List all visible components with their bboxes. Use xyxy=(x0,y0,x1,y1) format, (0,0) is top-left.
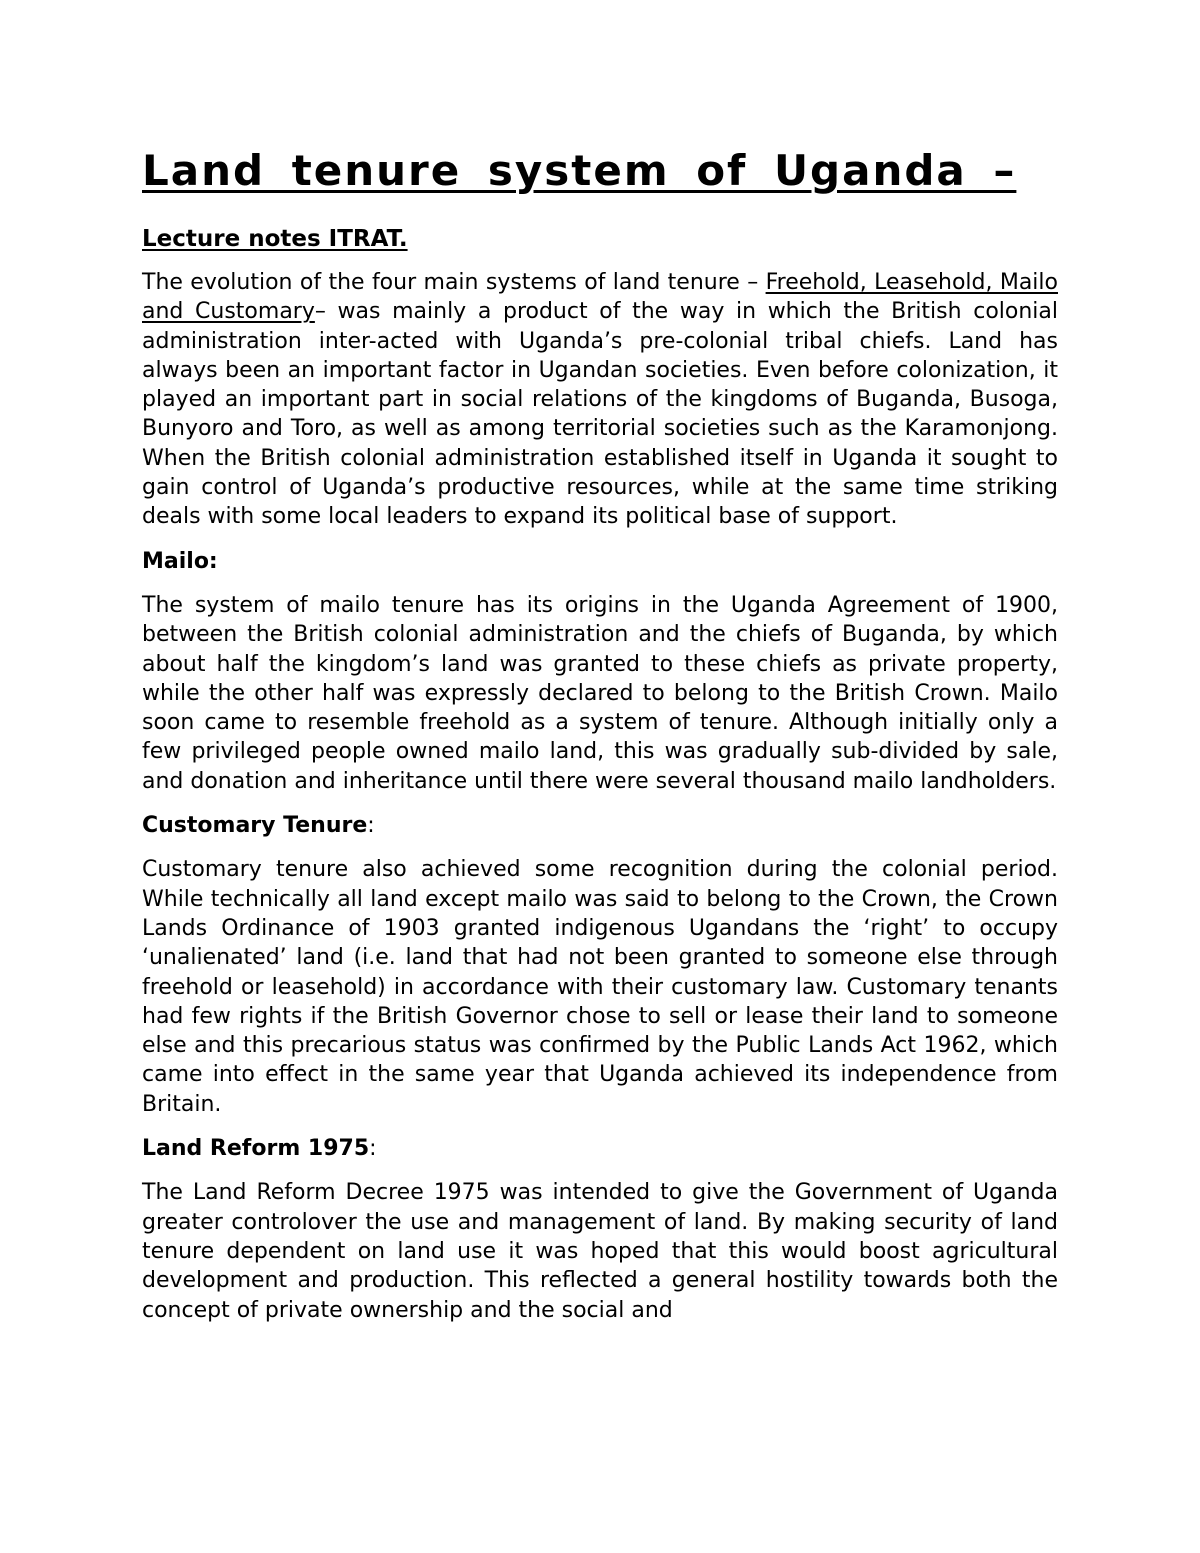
section-heading-mailo xyxy=(142,547,1058,576)
section-heading-text: Land Reform 1975 xyxy=(142,1136,370,1162)
tenure-systems-list: Freehold, Leasehold, Mailo and Customary xyxy=(142,270,1058,325)
section-heading-customary-tenure xyxy=(142,811,1058,840)
document-title: Land tenure system of Uganda – xyxy=(142,146,1017,195)
section-heading-text: Customary Tenure xyxy=(142,813,368,839)
section-paragraph-customary-tenure: Customary tenure also achieved some recognition during the colonial period. While technically all land except mailo was said to belong to the Crown, the Crown Lands Ordinance of 1903 granted indigenous Ugandans the ‘right’ to occupy ‘unalienated’ land (i.e. land that had not been granted to someone else through freehold or leasehold) in accordance with their customary law. Customary tenants had few rights if the British Governor chose to sell or lease their land to someone else and this precarious status was confirmed by the Public Lands Act 1962, which came into effect in the same year that Uganda achieved its independence from Britain. xyxy=(142,857,1058,1117)
intro-paragraph xyxy=(142,268,1058,532)
section-paragraph-land-reform: The Land Reform Decree 1975 was intended to give the Government of Uganda greater controlover the use and management of land. By making security of land tenure dependent on land use it was hoped that this would boost agricultural development and production. This reflected a general hostility towards both the concept of private ownership and the social and xyxy=(142,1180,1058,1323)
document-subtitle: Lecture notes ITRAT. xyxy=(142,226,408,252)
section-paragraph-mailo: The system of mailo tenure has its origins in the Uganda Agreement of 1900, between the British colonial administration and the chiefs of Buganda, by which about half the kingdom’s land was granted to these chiefs as private property, while the other half was expressly declared to belong to the British Crown. Mailo soon came to resemble freehold as a system of tenure. Although initially only a few privileged people owned mailo land, this was gradually sub-divided by sale, and donation and inheritance until there were several thousand mailo landholders. xyxy=(142,592,1058,794)
section-heading-suffix: : xyxy=(369,1136,377,1162)
section-heading-suffix: : xyxy=(367,813,375,839)
section-heading-text: Mailo: xyxy=(142,548,218,574)
document-body xyxy=(142,140,1058,1340)
section-heading-land-reform xyxy=(142,1134,1058,1163)
intro-text-start: The evolution of the four main systems of land tenure – xyxy=(142,270,766,295)
intro-text-rest: – was mainly a product of the way in which the British colonial administration inter-acted with Uganda’s pre-colonial tribal chiefs. Land has always been an important factor in Ugandan societies. Even before colonization, it played an important part in social relations of the kingdoms of Buganda, Busoga, Bunyoro and Toro, as well as among territorial societies such as the Karamonjong. When the British colonial administration established itself in Uganda it sought to gain control of Uganda’s productive resources, while at the same time striking deals with some local leaders to expand its political base of support. xyxy=(142,299,1058,530)
